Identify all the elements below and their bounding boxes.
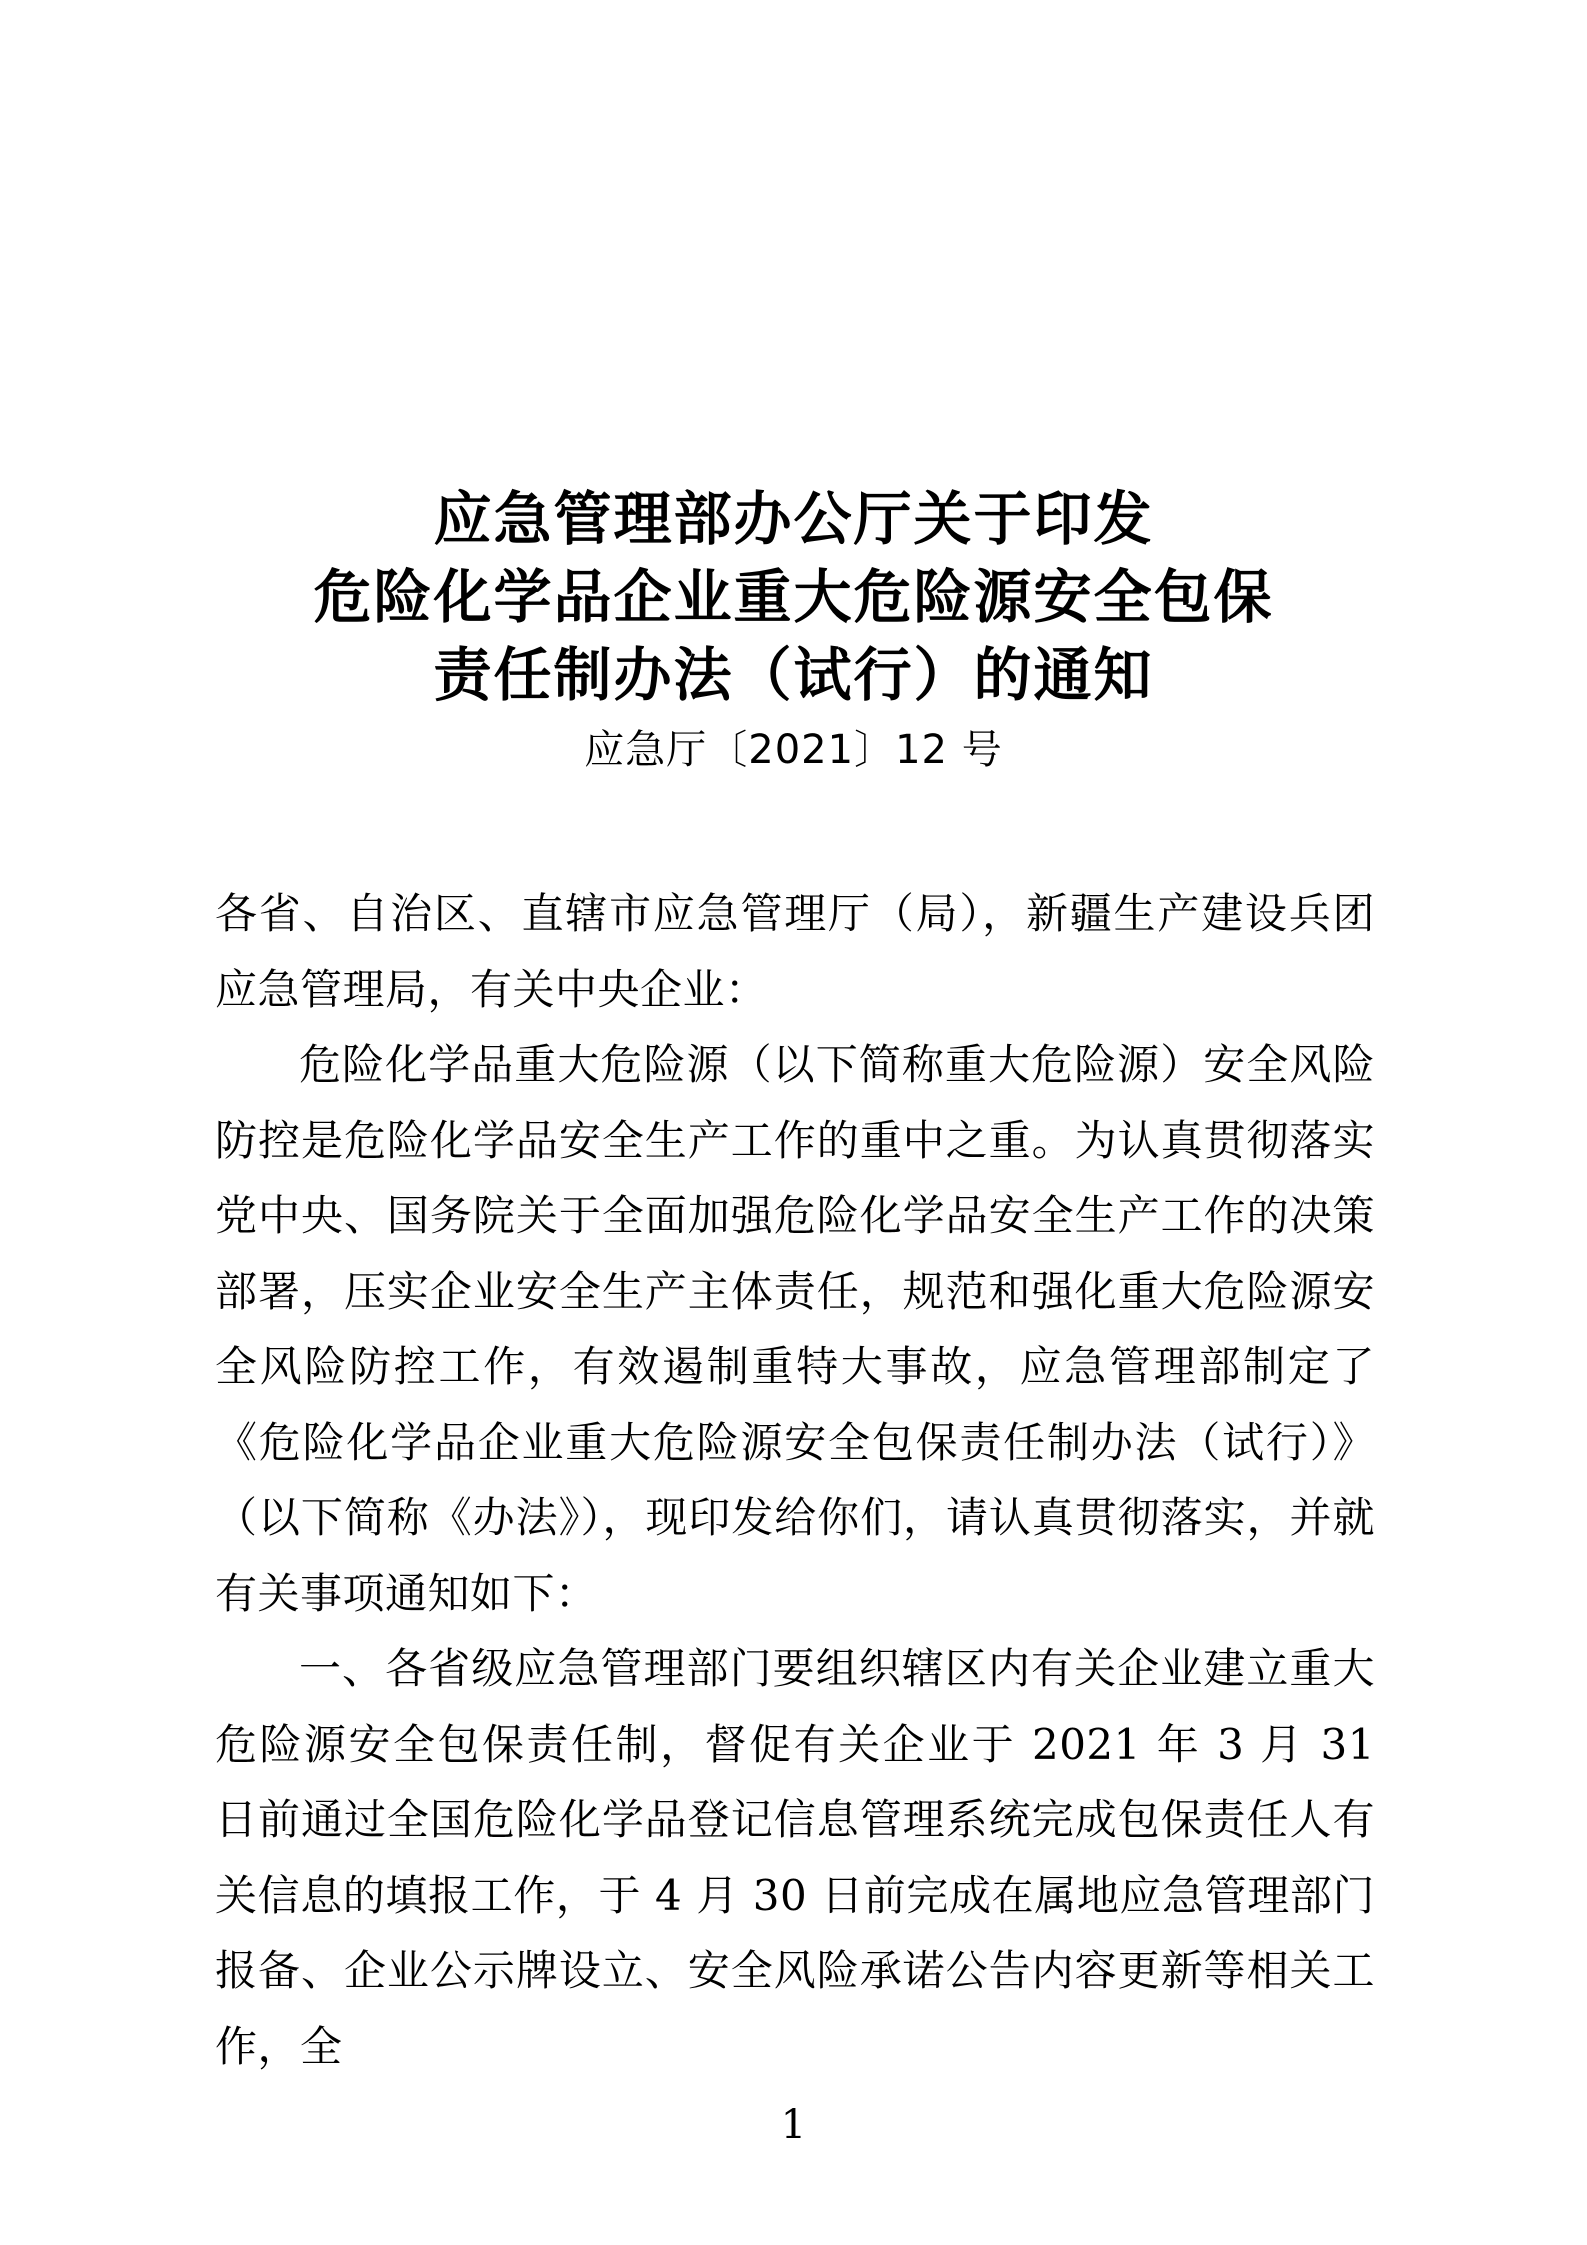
salutation: 各省、自治区、直辖市应急管理厅（局），新疆生产建设兵团应急管理局，有关中央企业： <box>215 889 1375 1014</box>
body-paragraph-1: 危险化学品重大危险源（以下简称重大危险源）安全风险防控是危险化学品安全生产工作的重中之重。为认真贯彻落实党中央、国务院关于全面加强危险化学品安全生产工作的决策部署，压实企业安全生产主体责任，规范和强化重大危险源安全风险防控工作，有效遏制重特大事故，应急管理部制定了《危险化学品企业重大危险源安全包保责任制办法（试行）》（以下简称《办法》），现印发给你们，请认真贯彻落实，并就有关事项通知如下： <box>215 1040 1375 1618</box>
document-number: 应急厅〔2021〕12 号 <box>584 727 1003 773</box>
document-body <box>215 876 1375 2084</box>
page-number: 1 <box>780 2102 807 2148</box>
document-title-line-1: 应急管理部办公厅关于印发 <box>433 485 1154 553</box>
title-block <box>0 480 1587 778</box>
document-title-line-2: 危险化学品企业重大危险源安全包保 <box>313 563 1274 631</box>
document-title-line-3: 责任制办法（试行）的通知 <box>433 641 1154 709</box>
body-paragraph-2: 一、各省级应急管理部门要组织辖区内有关企业建立重大危险源安全包保责任制，督促有关企业于 2021 年 3 月 31 日前通过全国危险化学品登记信息管理系统完成包保责任人有关信息的填报工作，于 4 月 30 日前完成在属地应急管理部门报备、企业公示牌设立、安全风险承诺公告内容更新等相关工作，全 <box>215 1644 1375 2071</box>
